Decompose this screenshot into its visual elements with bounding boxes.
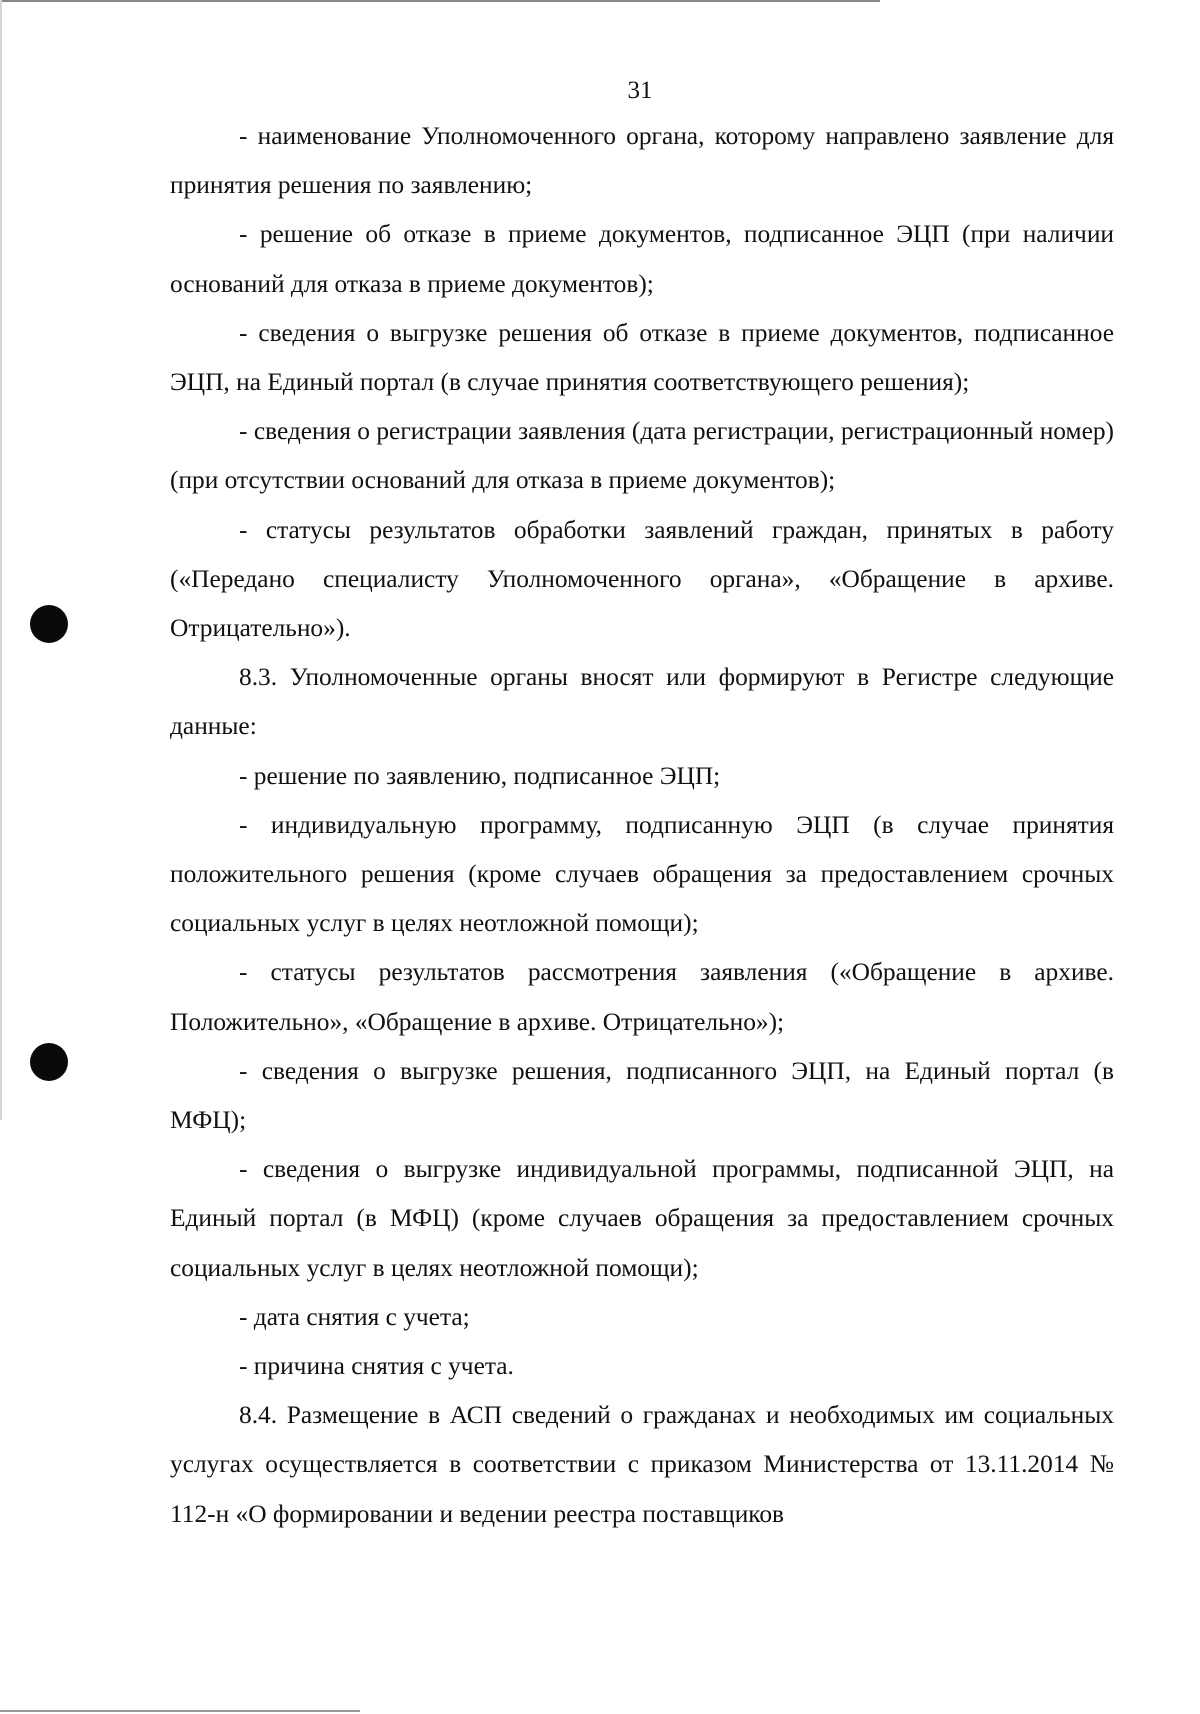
document-body bbox=[170, 112, 1114, 1539]
paragraph: - сведения о выгрузке индивидуальной программы, подписанной ЭЦП, на Единый портал (в МФЦ) (кроме случаев обращения за предоставлением срочных социальных услуг в целях неотложной помощи); bbox=[170, 1155, 1114, 1282]
scan-left-edge bbox=[0, 0, 2, 1120]
paragraph: - сведения о регистрации заявления (дата регистрации, регистрационный номер) (при отсутствии оснований для отказа в приеме документов); bbox=[170, 417, 1114, 495]
paragraph: - сведения о выгрузке решения, подписанного ЭЦП, на Единый портал (в МФЦ); bbox=[170, 1056, 1114, 1135]
scan-top-edge bbox=[0, 0, 880, 2]
page-number: 31 bbox=[627, 77, 653, 104]
paragraph: - дата снятия с учета; bbox=[239, 1302, 470, 1331]
paragraph: - решение по заявлению, подписанное ЭЦП; bbox=[239, 761, 721, 790]
paragraph: 8.4. Размещение в АСП сведений о гражданах и необходимых им социальных услугах осуществляется в соответствии с приказом Министерства от 13.11.2014 № 112-н «О формировании и ведении реестра поставщиков bbox=[170, 1401, 1114, 1528]
binder-hole-top bbox=[30, 605, 68, 643]
paragraph: - решение об отказе в приеме документов, подписанное ЭЦП (при наличии оснований для отказа в приеме документов); bbox=[170, 220, 1114, 298]
paragraph: - индивидуальную программу, подписанную ЭЦП (в случае принятия положительного решения (кроме случаев обращения за предоставлением срочных социальных услуг в целях неотложной помощи); bbox=[170, 810, 1114, 938]
paragraph: - наименование Уполномоченного органа, которому направлено заявление для принятия решения по заявлению; bbox=[170, 122, 1114, 200]
paragraph: - причина снятия с учета. bbox=[239, 1352, 514, 1381]
paragraph: - статусы результатов обработки заявлений граждан, принятых в работу («Передано специалисту Уполномоченного органа», «Обращение в архиве. Отрицательно»). bbox=[170, 515, 1114, 643]
paragraph: - сведения о выгрузке решения об отказе в приеме документов, подписанное ЭЦП, на Единый портал (в случае принятия соответствующего решения); bbox=[170, 318, 1114, 397]
paragraph: 8.3. Уполномоченные органы вносят или формируют в Регистре следующие данные: bbox=[170, 663, 1114, 741]
paragraph: - статусы результатов рассмотрения заявления («Обращение в архиве. Положительно», «Обращение в архиве. Отрицательно»); bbox=[170, 958, 1114, 1036]
binder-hole-bottom bbox=[30, 1043, 68, 1081]
scan-bottom-edge bbox=[0, 1710, 360, 1712]
